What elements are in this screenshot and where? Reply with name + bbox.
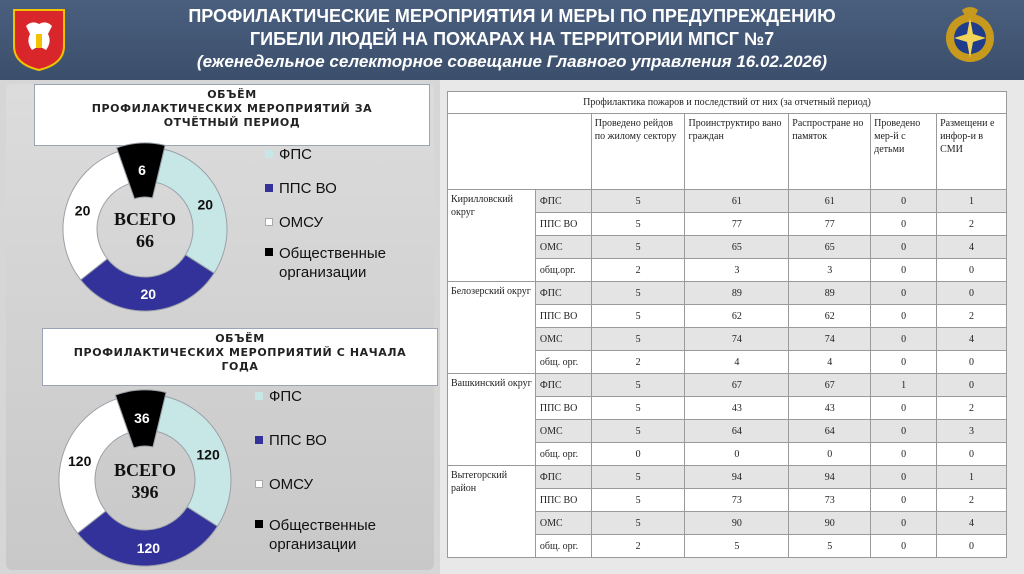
donut-data-label: 120	[196, 446, 220, 463]
table-header-blank	[448, 114, 592, 190]
value-cell: 5	[591, 282, 685, 305]
value-cell: 73	[789, 489, 871, 512]
district-cell: Вытегорский район	[448, 466, 536, 558]
value-cell: 0	[937, 443, 1007, 466]
org-cell: общ. орг.	[535, 351, 591, 374]
value-cell: 74	[789, 328, 871, 351]
org-cell: ФПС	[535, 190, 591, 213]
legend-swatch	[255, 520, 263, 528]
table-row	[448, 282, 1007, 305]
org-cell: ППС ВО	[535, 305, 591, 328]
org-cell: ОМС	[535, 512, 591, 535]
value-cell: 0	[871, 190, 937, 213]
value-cell: 0	[789, 443, 871, 466]
donut-data-label: 120	[68, 452, 92, 469]
value-cell: 0	[937, 374, 1007, 397]
page-title-line2: ГИБЕЛИ ЛЮДЕЙ НА ПОЖАРАХ НА ТЕРРИТОРИИ МПСГ №7	[249, 29, 775, 49]
value-cell: 90	[685, 512, 789, 535]
legend-label: ППС ВО	[279, 180, 337, 197]
chart1-title-box	[34, 84, 430, 146]
org-cell: ППС ВО	[535, 213, 591, 236]
value-cell: 0	[871, 397, 937, 420]
value-cell: 1	[937, 190, 1007, 213]
value-cell: 43	[685, 397, 789, 420]
value-cell: 4	[685, 351, 789, 374]
chart1-title-line: ПРОФИЛАКТИЧЕСКИХ МЕРОПРИЯТИЙ ЗА	[91, 102, 373, 115]
legend-label: ППС ВО	[269, 432, 327, 449]
org-cell: ППС ВО	[535, 397, 591, 420]
chart2-title-line: ОБЪЁМ	[215, 332, 265, 345]
legend-label: ФПС	[269, 388, 303, 405]
value-cell: 5	[591, 489, 685, 512]
legend-label: Общественные организации	[269, 517, 376, 553]
value-cell: 89	[789, 282, 871, 305]
value-cell: 0	[937, 535, 1007, 558]
legend-item	[255, 388, 302, 405]
col-header-instructed: Проинструктиро вано граждан	[685, 114, 789, 190]
value-cell: 1	[937, 466, 1007, 489]
value-cell: 4	[937, 328, 1007, 351]
value-cell: 4	[789, 351, 871, 374]
value-cell: 0	[871, 282, 937, 305]
value-cell: 5	[591, 190, 685, 213]
value-cell: 2	[591, 259, 685, 282]
value-cell: 0	[871, 489, 937, 512]
value-cell: 64	[789, 420, 871, 443]
value-cell: 67	[789, 374, 871, 397]
chart2-title-line: ГОДА	[221, 360, 259, 373]
donut-data-label: 120	[136, 539, 161, 556]
value-cell: 89	[685, 282, 789, 305]
value-cell: 65	[789, 236, 871, 259]
table-row	[448, 466, 1007, 489]
value-cell: 0	[871, 420, 937, 443]
value-cell: 3	[789, 259, 871, 282]
value-cell: 0	[871, 535, 937, 558]
org-cell: ОМС	[535, 420, 591, 443]
table-row	[448, 190, 1007, 213]
value-cell: 5	[685, 535, 789, 558]
value-cell: 65	[685, 236, 789, 259]
legend-item	[265, 214, 323, 231]
value-cell: 94	[685, 466, 789, 489]
table-caption: Профилактика пожаров и последствий от них (за отчетный период)	[448, 92, 1007, 114]
value-cell: 4	[937, 236, 1007, 259]
legend-item	[265, 146, 312, 163]
value-cell: 61	[685, 190, 789, 213]
value-cell: 43	[789, 397, 871, 420]
org-cell: ФПС	[535, 466, 591, 489]
value-cell: 5	[591, 397, 685, 420]
value-cell: 5	[591, 236, 685, 259]
value-cell: 0	[591, 443, 685, 466]
donut-chart-year	[40, 388, 250, 570]
col-header-leaflets: Распростране но памяток	[789, 114, 871, 190]
value-cell: 4	[937, 512, 1007, 535]
chart1-title-line: ОБЪЁМ	[207, 88, 257, 101]
value-cell: 90	[789, 512, 871, 535]
donut-data-label: 20	[140, 285, 157, 302]
org-cell: ОМС	[535, 236, 591, 259]
value-cell: 5	[591, 328, 685, 351]
chart1-title-line: ОТЧЁТНЫЙ ПЕРИОД	[163, 116, 301, 129]
col-header-children: Проведено мер-й с детьми	[871, 114, 937, 190]
prevention-table	[447, 91, 1007, 558]
district-cell: Вашкинский округ	[448, 374, 536, 466]
value-cell: 0	[871, 351, 937, 374]
district-cell: Кирилловский округ	[448, 190, 536, 282]
value-cell: 5	[591, 420, 685, 443]
org-cell: ОМС	[535, 328, 591, 351]
org-cell: общ.орг.	[535, 259, 591, 282]
value-cell: 5	[789, 535, 871, 558]
legend-label: ОМСУ	[279, 214, 324, 231]
emercom-emblem-icon	[942, 4, 998, 74]
legend-item	[255, 476, 313, 493]
chart2-title-box	[42, 328, 438, 386]
value-cell: 0	[871, 236, 937, 259]
value-cell: 1	[871, 374, 937, 397]
chart2-legend	[255, 388, 435, 568]
value-cell: 74	[685, 328, 789, 351]
header-bar	[0, 0, 1024, 80]
legend-swatch	[265, 184, 273, 192]
value-cell: 0	[685, 443, 789, 466]
donut-data-label: 20	[197, 196, 214, 213]
value-cell: 5	[591, 512, 685, 535]
col-header-media: Размещени е инфор-и в СМИ	[937, 114, 1007, 190]
legend-swatch	[255, 480, 263, 488]
value-cell: 0	[871, 443, 937, 466]
donut-center-label: 66	[136, 231, 154, 251]
value-cell: 0	[871, 512, 937, 535]
value-cell: 2	[591, 535, 685, 558]
district-cell: Белозерский округ	[448, 282, 536, 374]
value-cell: 2	[937, 213, 1007, 236]
donut-center-label: 396	[131, 482, 159, 502]
legend-label: Общественные организации	[279, 245, 386, 281]
value-cell: 2	[937, 305, 1007, 328]
legend-item	[255, 432, 327, 449]
value-cell: 64	[685, 420, 789, 443]
table-row	[448, 374, 1007, 397]
value-cell: 0	[937, 282, 1007, 305]
org-cell: ФПС	[535, 374, 591, 397]
value-cell: 5	[591, 305, 685, 328]
value-cell: 2	[591, 351, 685, 374]
org-cell: общ. орг.	[535, 443, 591, 466]
value-cell: 5	[591, 213, 685, 236]
page-title-line1: ПРОФИЛАКТИЧЕСКИЕ МЕРОПРИЯТИЯ И МЕРЫ ПО ПРЕДУПРЕЖДЕНИЮ	[188, 6, 836, 26]
value-cell: 5	[591, 374, 685, 397]
legend-swatch	[265, 150, 273, 158]
value-cell: 73	[685, 489, 789, 512]
value-cell: 94	[789, 466, 871, 489]
value-cell: 0	[871, 213, 937, 236]
value-cell: 0	[871, 328, 937, 351]
value-cell: 62	[789, 305, 871, 328]
value-cell: 61	[789, 190, 871, 213]
value-cell: 3	[937, 420, 1007, 443]
value-cell: 62	[685, 305, 789, 328]
chart1-legend	[265, 146, 435, 294]
donut-chart-period	[40, 140, 250, 318]
legend-swatch	[255, 436, 263, 444]
donut-data-label: 20	[74, 202, 91, 219]
page-subtitle: (еженедельное селекторное совещание Главного управления 16.02.2026)	[196, 52, 828, 71]
org-cell: ФПС	[535, 282, 591, 305]
value-cell: 0	[937, 351, 1007, 374]
legend-item	[265, 180, 337, 197]
legend-swatch	[265, 218, 273, 226]
value-cell: 2	[937, 397, 1007, 420]
legend-item	[265, 244, 409, 282]
value-cell: 3	[685, 259, 789, 282]
value-cell: 5	[591, 466, 685, 489]
value-cell: 0	[871, 466, 937, 489]
donut-center-label: ВСЕГО	[113, 209, 177, 229]
value-cell: 0	[871, 259, 937, 282]
value-cell: 2	[937, 489, 1007, 512]
value-cell: 77	[789, 213, 871, 236]
legend-swatch	[265, 248, 273, 256]
col-header-raids: Проведено рейдов по жилому сектору	[591, 114, 685, 190]
org-cell: ППС ВО	[535, 489, 591, 512]
legend-item	[255, 516, 399, 554]
value-cell: 0	[937, 259, 1007, 282]
legend-label: ОМСУ	[269, 476, 314, 493]
value-cell: 67	[685, 374, 789, 397]
donut-center-label: ВСЕГО	[113, 460, 177, 480]
value-cell: 77	[685, 213, 789, 236]
donut-data-label: 36	[134, 409, 150, 426]
org-cell: общ. орг.	[535, 535, 591, 558]
value-cell: 0	[871, 305, 937, 328]
legend-swatch	[255, 392, 263, 400]
donut-data-label: 6	[138, 161, 146, 178]
chart2-title-line: ПРОФИЛАКТИЧЕСКИХ МЕРОПРИЯТИЙ С НАЧАЛА	[73, 346, 407, 359]
legend-label: ФПС	[279, 146, 313, 163]
